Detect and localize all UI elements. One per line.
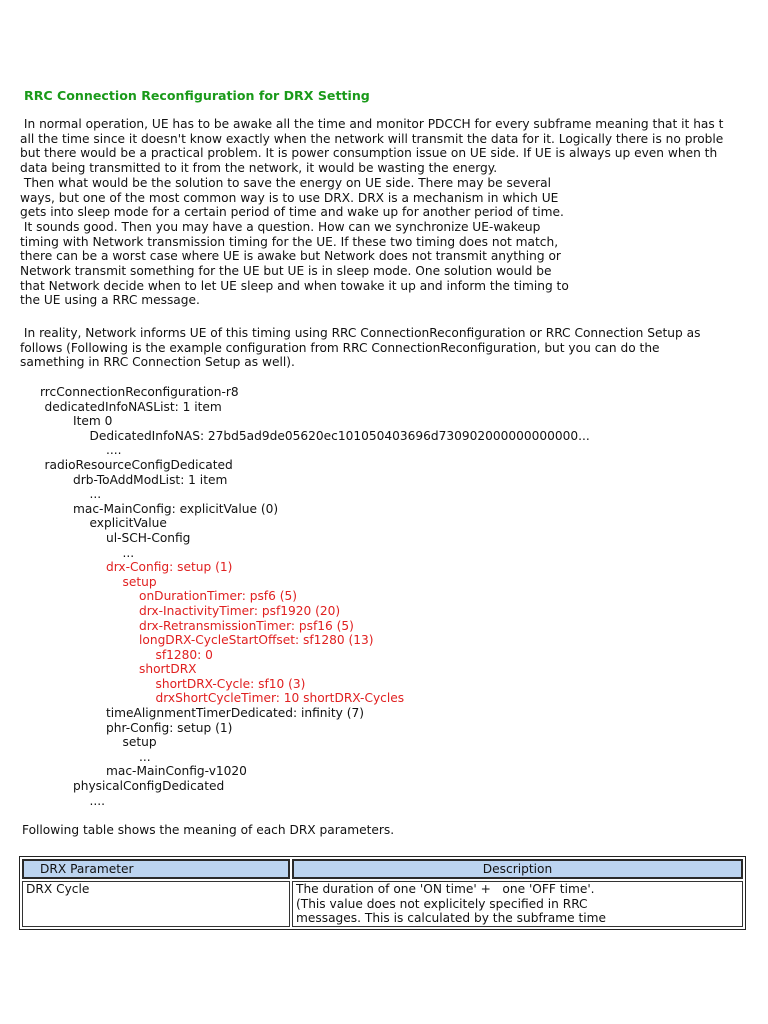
code-line: mac-MainConfig: explicitValue (0)	[73, 501, 279, 516]
drx-parameter-table	[19, 856, 746, 930]
text-line: It sounds good. Then you may have a question. How can we synchronize UE-wakeup	[20, 219, 541, 234]
page-title: RRC Connection Reconfiguration for DRX Setting	[24, 88, 370, 103]
code-line: dedicatedInfoNASList: 1 item	[44, 399, 222, 414]
intro-paragraph	[20, 117, 723, 308]
code-line: ...	[139, 749, 151, 764]
text-line: Network transmit something for the UE but UE is in sleep mode. One solution would be	[20, 264, 552, 279]
text-line: In normal operation, UE has to be awake all the time and monitor PDCCH for every subframe meaning that it has t	[20, 117, 724, 131]
reality-paragraph	[20, 326, 700, 370]
code-line: radioResourceConfigDedicated	[44, 457, 233, 472]
code-line: timeAlignmentTimerDedicated: infinity (7)	[106, 706, 365, 721]
code-line: drx-InactivityTimer: psf1920 (20)	[139, 603, 341, 618]
code-line: phr-Config: setup (1)	[106, 720, 233, 735]
text-line: ways, but one of the most common way is to use DRX. DRX is a mechanism in which UE	[20, 190, 559, 205]
code-line: drx-Config: setup (1)	[106, 560, 233, 575]
code-line: mac-MainConfig-v1020	[106, 764, 247, 779]
code-line: onDurationTimer: psf6 (5)	[139, 589, 297, 604]
code-line: ...	[89, 487, 102, 502]
text-line: samething in RRC Connection Setup as well).	[20, 355, 295, 370]
text-line: but there would be a practical problem. It is power consumption issue on UE side. If UE is always up even when th	[20, 146, 718, 161]
table-row	[22, 881, 743, 927]
text-line: all the time since it doesn't know exactly when the network will transmit the data for it. Logically there is no proble	[20, 131, 724, 146]
code-line: drx-RetransmissionTimer: psf16 (5)	[139, 618, 354, 633]
code-line: ...	[122, 545, 135, 560]
header-drx-parameter: DRX Parameter	[22, 859, 290, 879]
text-line: follows (Following is the example configuration from RRC ConnectionReconfiguration, but you can do the	[20, 340, 660, 355]
code-line: setup	[122, 574, 157, 589]
code-line: DedicatedInfoNAS: 27bd5ad9de05620ec101050403696d730902000000000000...	[89, 428, 590, 443]
code-line: shortDRX	[139, 662, 197, 677]
table-header-row	[22, 859, 743, 879]
text-line: timing with Network transmission timing for the UE. If these two timing does not match,	[20, 234, 559, 249]
code-line: physicalConfigDedicated	[73, 779, 225, 794]
code-line: ul-SCH-Config	[106, 530, 191, 545]
code-line: setup	[122, 735, 157, 750]
code-line: sf1280: 0	[155, 647, 213, 662]
code-line: longDRX-CycleStartOffset: sf1280 (13)	[139, 633, 374, 648]
table-intro-text: Following table shows the meaning of each DRX parameters.	[22, 823, 395, 837]
text-line: gets into sleep mode for a certain period of time and wake up for another period of time.	[20, 205, 564, 220]
code-line: drb-ToAddModList: 1 item	[73, 472, 228, 487]
header-description: Description	[292, 859, 743, 879]
description-line: messages. This is calculated by the subframe time	[296, 911, 607, 925]
text-line: there can be a worst case where UE is awake but Network does not transmit anything or	[20, 249, 561, 264]
text-line: Then what would be the solution to save the energy on UE side. There may be several	[20, 175, 551, 190]
code-line: rrcConnectionReconfiguration-r8	[40, 385, 239, 399]
code-line: Item 0	[73, 414, 113, 429]
code-line: explicitValue	[89, 516, 167, 531]
code-line: ....	[89, 793, 105, 808]
text-line: data being transmitted to it from the network, it would be wasting the energy.	[20, 161, 498, 176]
code-line: ....	[106, 443, 122, 458]
table-cell-description	[292, 881, 743, 927]
text-line: that Network decide when to let UE sleep and when towake it up and inform the timing to	[20, 278, 569, 293]
config-code-block	[40, 385, 590, 808]
table-cell-param: DRX Cycle	[22, 881, 290, 927]
code-line: shortDRX-Cycle: sf10 (3)	[155, 676, 306, 691]
code-line: drxShortCycleTimer: 10 shortDRX-Cycles	[155, 691, 405, 706]
text-line: In reality, Network informs UE of this timing using RRC ConnectionReconfiguration or RRC Connection Setup as	[20, 326, 701, 340]
description-line: (This value does not explicitely specified in RRC	[296, 896, 588, 911]
description-line: The duration of one 'ON time' + one 'OFF time'.	[296, 882, 595, 896]
text-line: the UE using a RRC message.	[20, 293, 200, 308]
